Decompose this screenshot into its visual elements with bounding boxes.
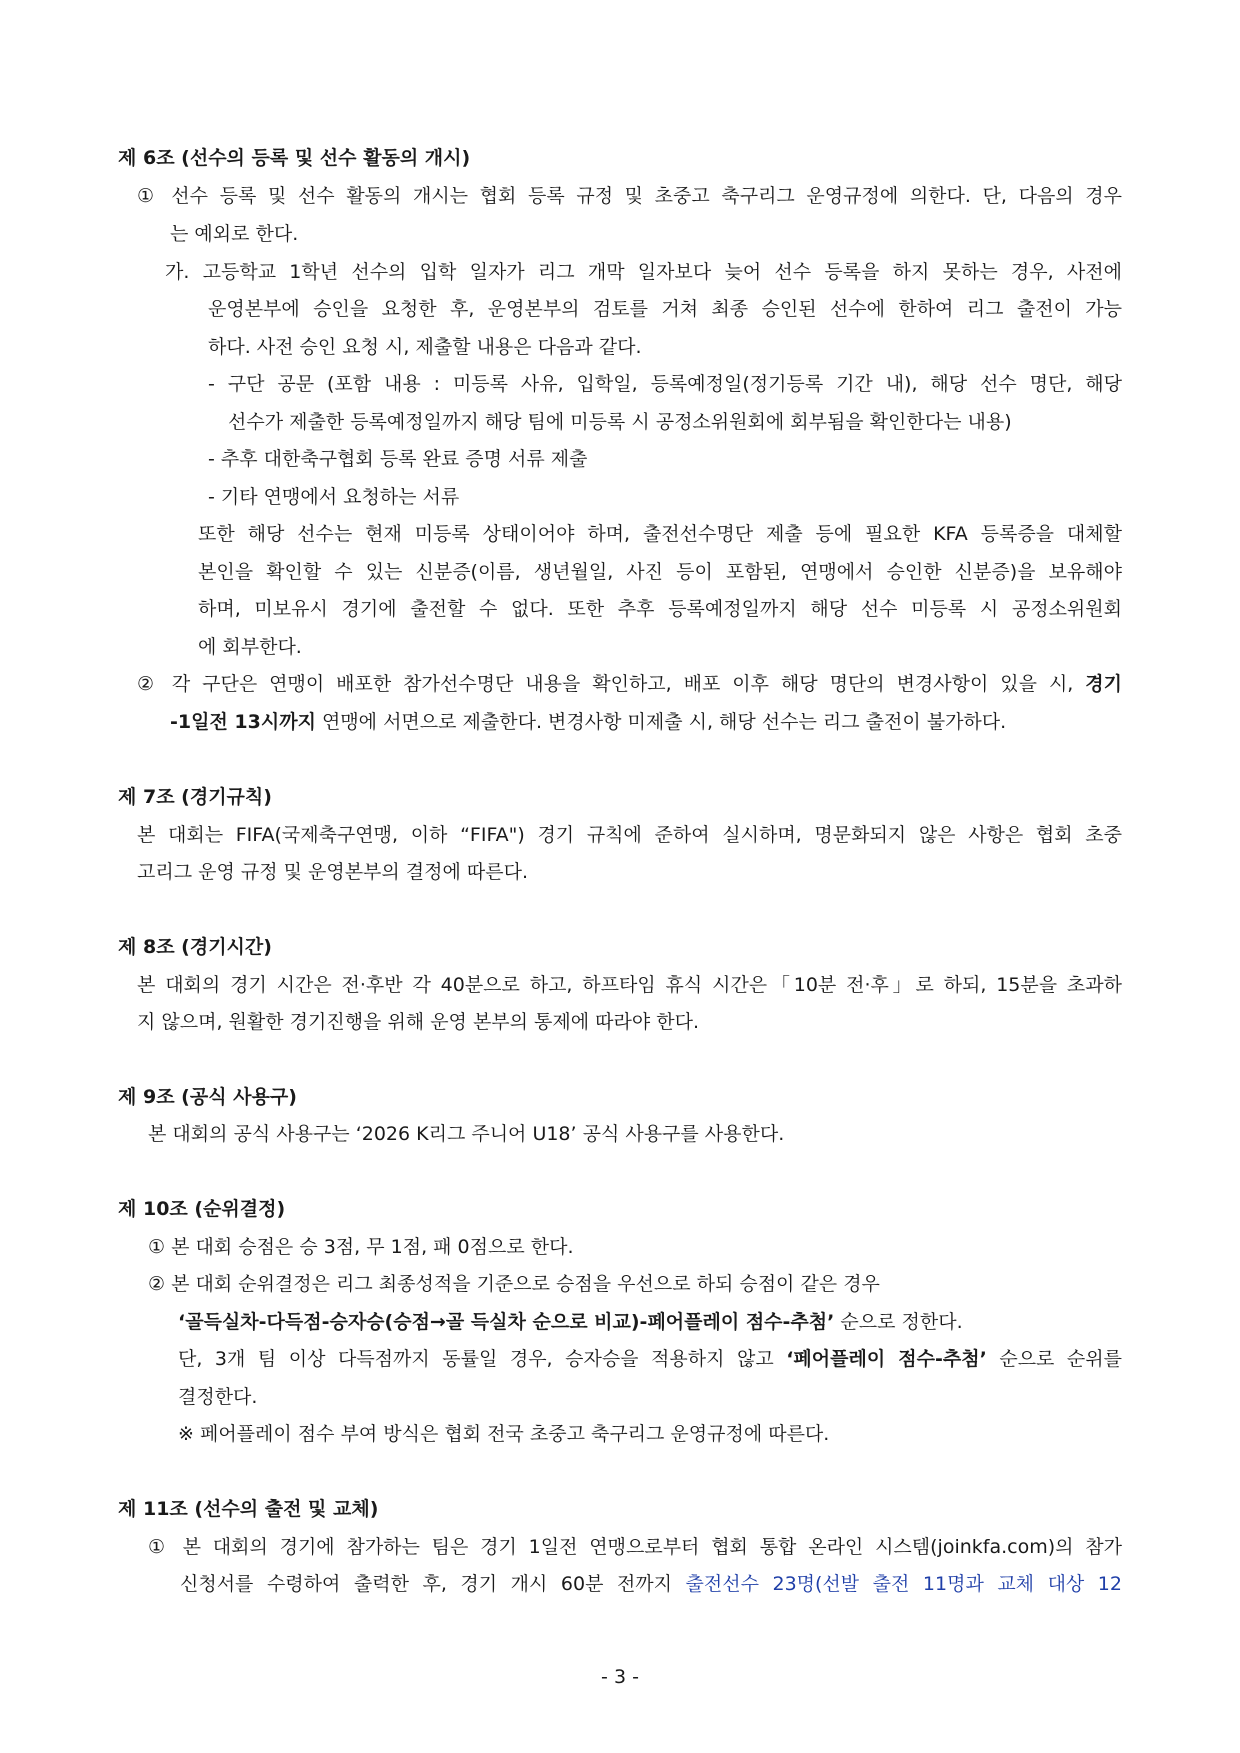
article-6-item-ga-line-3: 하다. 사전 승인 요청 시, 제출할 내용은 다음과 같다. <box>208 336 642 358</box>
article-8-line-2: 지 않으며, 원활한 경기진행을 위해 운영 본부의 통제에 따라야 한다. <box>137 1011 699 1033</box>
article-6-dash-2: - 추후 대한축구협회 등록 완료 증명 서류 제출 <box>208 448 588 470</box>
article-6-also-line-1: 또한 해당 선수는 현재 미등록 상태이어야 하며, 출전선수명단 제출 등에 필요한 KFA 등록증을 대체할 <box>198 523 1122 545</box>
article-10-exception-suffix: 순으로 순위를 <box>986 1348 1122 1370</box>
article-7-line-1: 본 대회는 FIFA(국제축구연맹, 이하 “FIFA") 경기 규칙에 준하여 실시하며, 명문화되지 않은 사항은 협회 초중 <box>137 824 1122 846</box>
article-10-para-2-line-3 <box>178 1346 1122 1372</box>
article-6-also-line-4: 에 회부한다. <box>198 636 302 658</box>
article-6-also-line-3: 하며, 미보유시 경기에 출전할 수 없다. 또한 추후 등록예정일까지 해당 선수 미등록 시 공정소위원회 <box>198 598 1122 620</box>
article-7-title: 제 7조 (경기규칙) <box>118 786 272 808</box>
article-10-para-2-line-1: ② 본 대회 순위결정은 리그 최종성적을 기준으로 승점을 우선으로 하되 승점이 같은 경우 <box>148 1273 880 1295</box>
article-10-tiebreak-order: ‘골득실차-다득점-승자승(승점→골 득실차 순으로 비교)-페어플레이 점수-추첨’ <box>178 1311 835 1333</box>
article-11-para-1-line-2 <box>180 1571 1122 1597</box>
article-6-para-2-line-1 <box>137 671 1122 697</box>
page-number: - 3 - <box>601 1666 639 1688</box>
article-10-exception-bold: ‘페어플레이 점수-추첨’ <box>786 1348 987 1370</box>
article-6-para-2-deadline: -1일전 13시까지 <box>170 711 316 733</box>
article-10-title: 제 10조 (순위결정) <box>118 1198 286 1220</box>
article-6-para-1-line-1: ① 선수 등록 및 선수 활동의 개시는 협회 등록 규정 및 초중고 축구리그 운영규정에 의한다. 단, 다음의 경우 <box>137 185 1122 207</box>
article-6-para-2-bold: 경기 <box>1085 673 1122 695</box>
article-7-line-2: 고리그 운영 규정 및 운영본부의 결정에 따른다. <box>137 861 529 883</box>
article-11-title: 제 11조 (선수의 출전 및 교체) <box>118 1498 379 1520</box>
article-6-item-ga-line-1: 가. 고등학교 1학년 선수의 입학 일자가 리그 개막 일자보다 늦어 선수 등록을 하지 못하는 경우, 사전에 <box>165 261 1122 283</box>
article-10-exception-text: 단, 3개 팀 이상 다득점까지 동률일 경우, 승자승을 적용하지 않고 <box>178 1348 787 1370</box>
article-10-note: ※ 페어플레이 점수 부여 방식은 협회 전국 초중고 축구리그 운영규정에 따른다. <box>178 1423 830 1445</box>
article-6-dash-1-line-1: - 구단 공문 (포함 내용 : 미등록 사유, 입학일, 등록예정일(정기등록 기간 내), 해당 선수 명단, 해당 <box>208 373 1122 395</box>
article-10-para-1: ① 본 대회 승점은 승 3점, 무 1점, 패 0점으로 한다. <box>148 1236 574 1258</box>
article-10-para-2-line-2 <box>178 1309 963 1335</box>
article-9-line-1: 본 대회의 공식 사용구는 ‘2026 K리그 주니어 U18’ 공식 사용구를 사용한다. <box>148 1123 785 1145</box>
article-6-also-line-2: 본인을 확인할 수 있는 신분증(이름, 생년월일, 사진 등이 포함된, 연맹에서 승인한 신분증)을 보유해야 <box>198 561 1122 583</box>
article-6-dash-3: - 기타 연맹에서 요청하는 서류 <box>208 486 460 508</box>
article-10-tiebreak-suffix: 순으로 정한다. <box>834 1311 963 1333</box>
article-6-para-2-text: ② 각 구단은 연맹이 배포한 참가선수명단 내용을 확인하고, 배포 이후 해당 명단의 변경사항이 있을 시, <box>137 673 1086 695</box>
article-10-para-2-line-4: 결정한다. <box>178 1386 258 1408</box>
article-8-line-1: 본 대회의 경기 시간은 전·후반 각 40분으로 하고, 하프타임 휴식 시간은「10분 전·후」로 하되, 15분을 초과하 <box>137 974 1122 996</box>
article-6-dash-1-line-2: 선수가 제출한 등록예정일까지 해당 팀에 미등록 시 공정소위원회에 회부됨을 확인한다는 내용) <box>228 411 1012 433</box>
article-6-title: 제 6조 (선수의 등록 및 선수 활동의 개시) <box>118 147 471 169</box>
article-9-title: 제 9조 (공식 사용구) <box>118 1086 297 1108</box>
article-11-submission-text: 신청서를 수령하여 출력한 후, 경기 개시 60분 전까지 <box>180 1573 686 1595</box>
article-6-para-1-line-2: 는 예외로 한다. <box>170 223 299 245</box>
article-6-para-2-line-2 <box>170 709 1006 735</box>
article-11-para-1-line-1: ① 본 대회의 경기에 참가하는 팀은 경기 1일전 연맹으로부터 협회 통합 온라인 시스템(joinkfa.com)의 참가 <box>148 1536 1122 1558</box>
article-6-item-ga-line-2: 운영본부에 승인을 요청한 후, 운영본부의 검토를 거쳐 최종 승인된 선수에 한하여 리그 출전이 가능 <box>208 298 1122 320</box>
article-8-title: 제 8조 (경기시간) <box>118 936 272 958</box>
article-6-para-2-rest: 연맹에 서면으로 제출한다. 변경사항 미제출 시, 해당 선수는 리그 출전이 불가하다. <box>315 711 1007 733</box>
article-11-roster-highlight: 출전선수 23명(선발 출전 11명과 교체 대상 12 <box>685 1573 1122 1595</box>
